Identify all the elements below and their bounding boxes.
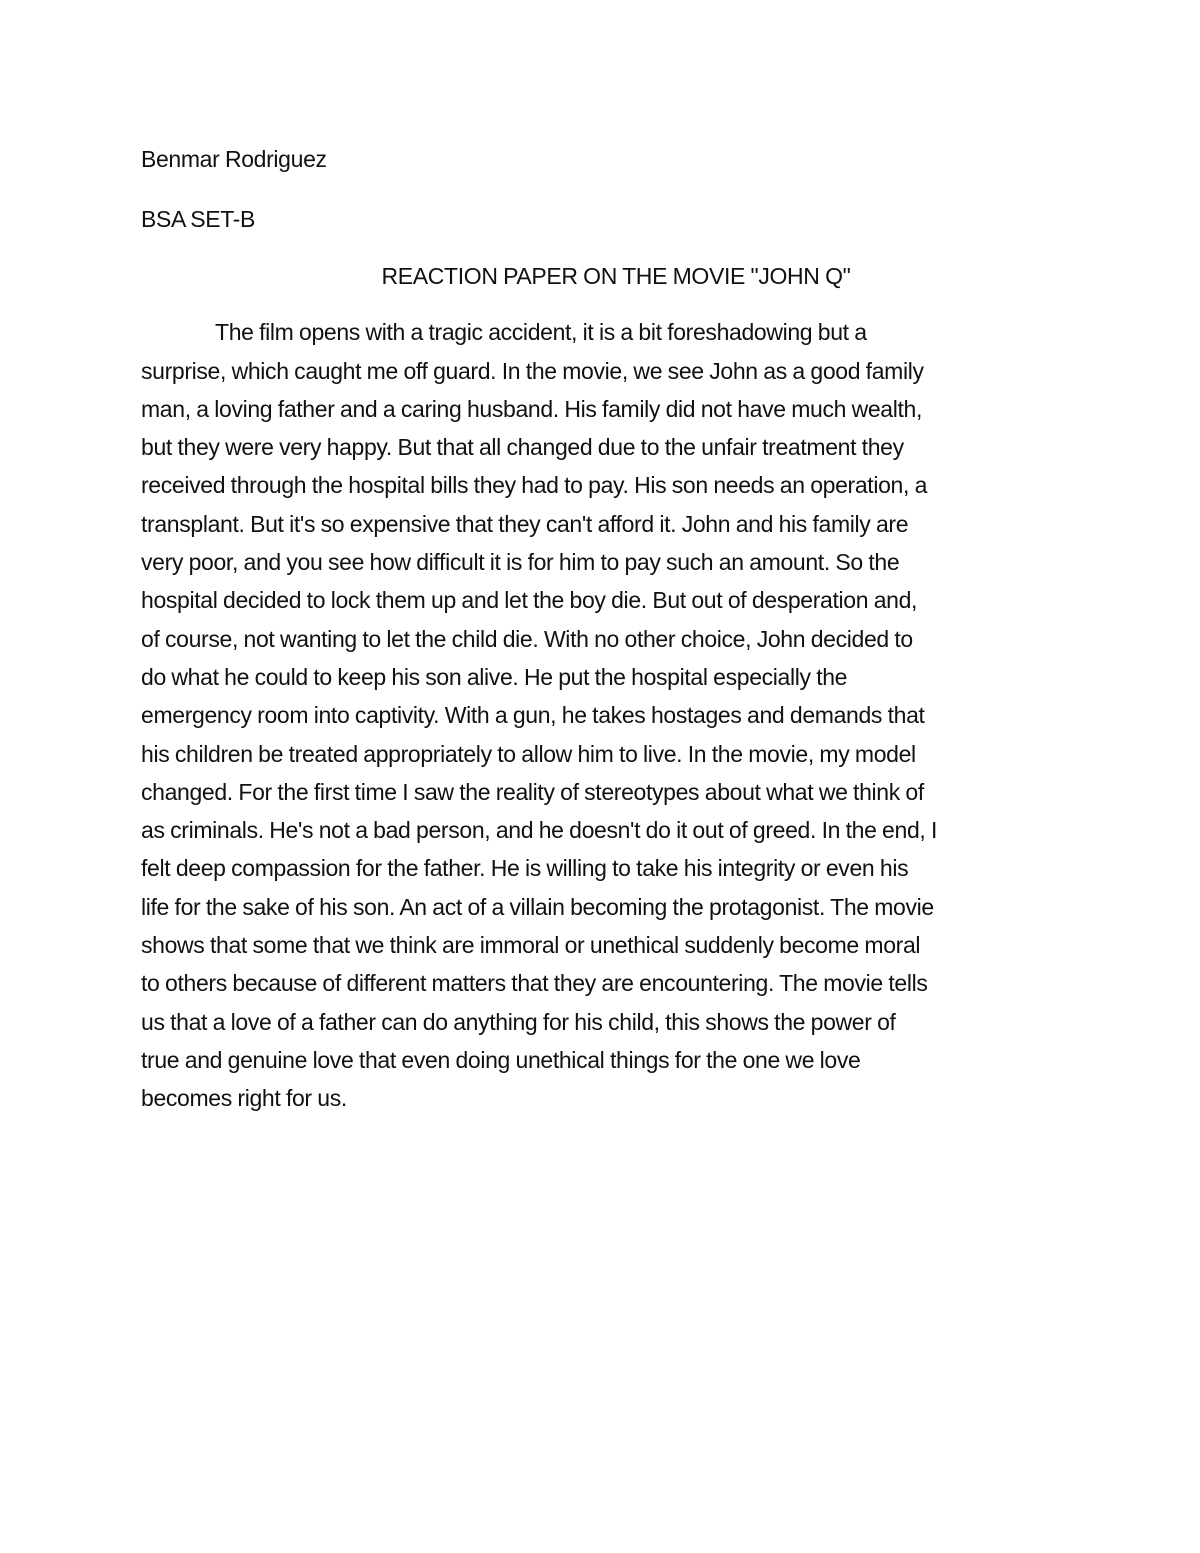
paragraph-line: true and genuine love that even doing unethical things for the one we love (141, 1046, 861, 1073)
section-label: BSA SET-B (141, 206, 255, 232)
paragraph-line: surprise, which caught me off guard. In the movie, we see John as a good family (141, 357, 924, 384)
document-title: REACTION PAPER ON THE MOVIE "JOHN Q" (381, 263, 851, 289)
paragraph-line: The film opens with a tragic accident, it is a bit foreshadowing but a (215, 319, 867, 346)
author-name: Benmar Rodriguez (141, 146, 327, 172)
document-content (141, 140, 1061, 1118)
paragraph-line: to others because of different matters that they are encountering. The movie tells (141, 970, 928, 997)
paragraph-line: shows that some that we think are immoral or unethical suddenly become moral (141, 932, 921, 959)
body-paragraph (141, 313, 1061, 1117)
paragraph-line: transplant. But it's so expensive that they can't afford it. John and his family are (141, 510, 909, 537)
paragraph-line: but they were very happy. But that all changed due to the unfair treatment they (141, 434, 904, 461)
paragraph-line: felt deep compassion for the father. He is willing to take his integrity or even his (141, 855, 909, 882)
paragraph-line: becomes right for us. (141, 1085, 347, 1112)
paragraph-line: as criminals. He's not a bad person, and he doesn't do it out of greed. In the end, I (141, 817, 938, 844)
paragraph-line: life for the sake of his son. An act of a villain becoming the protagonist. The movie (141, 893, 934, 920)
paragraph-line: hospital decided to lock them up and let the boy die. But out of desperation and, (141, 587, 918, 614)
paragraph-line: received through the hospital bills they had to pay. His son needs an operation, a (141, 472, 928, 499)
paragraph-line: emergency room into captivity. With a gun, he takes hostages and demands that (141, 702, 925, 729)
paragraph-line: do what he could to keep his son alive. He put the hospital especially the (141, 663, 848, 690)
paragraph-line: man, a loving father and a caring husband. His family did not have much wealth, (141, 395, 923, 422)
paragraph-line: his children be treated appropriately to allow him to live. In the movie, my model (141, 740, 916, 767)
paragraph-line: changed. For the first time I saw the reality of stereotypes about what we think of (141, 778, 924, 805)
paragraph-line: us that a love of a father can do anything for his child, this shows the power of (141, 1008, 896, 1035)
paragraph-line: very poor, and you see how difficult it is for him to pay such an amount. So the (141, 549, 900, 576)
paragraph-line: of course, not wanting to let the child die. With no other choice, John decided to (141, 625, 913, 652)
